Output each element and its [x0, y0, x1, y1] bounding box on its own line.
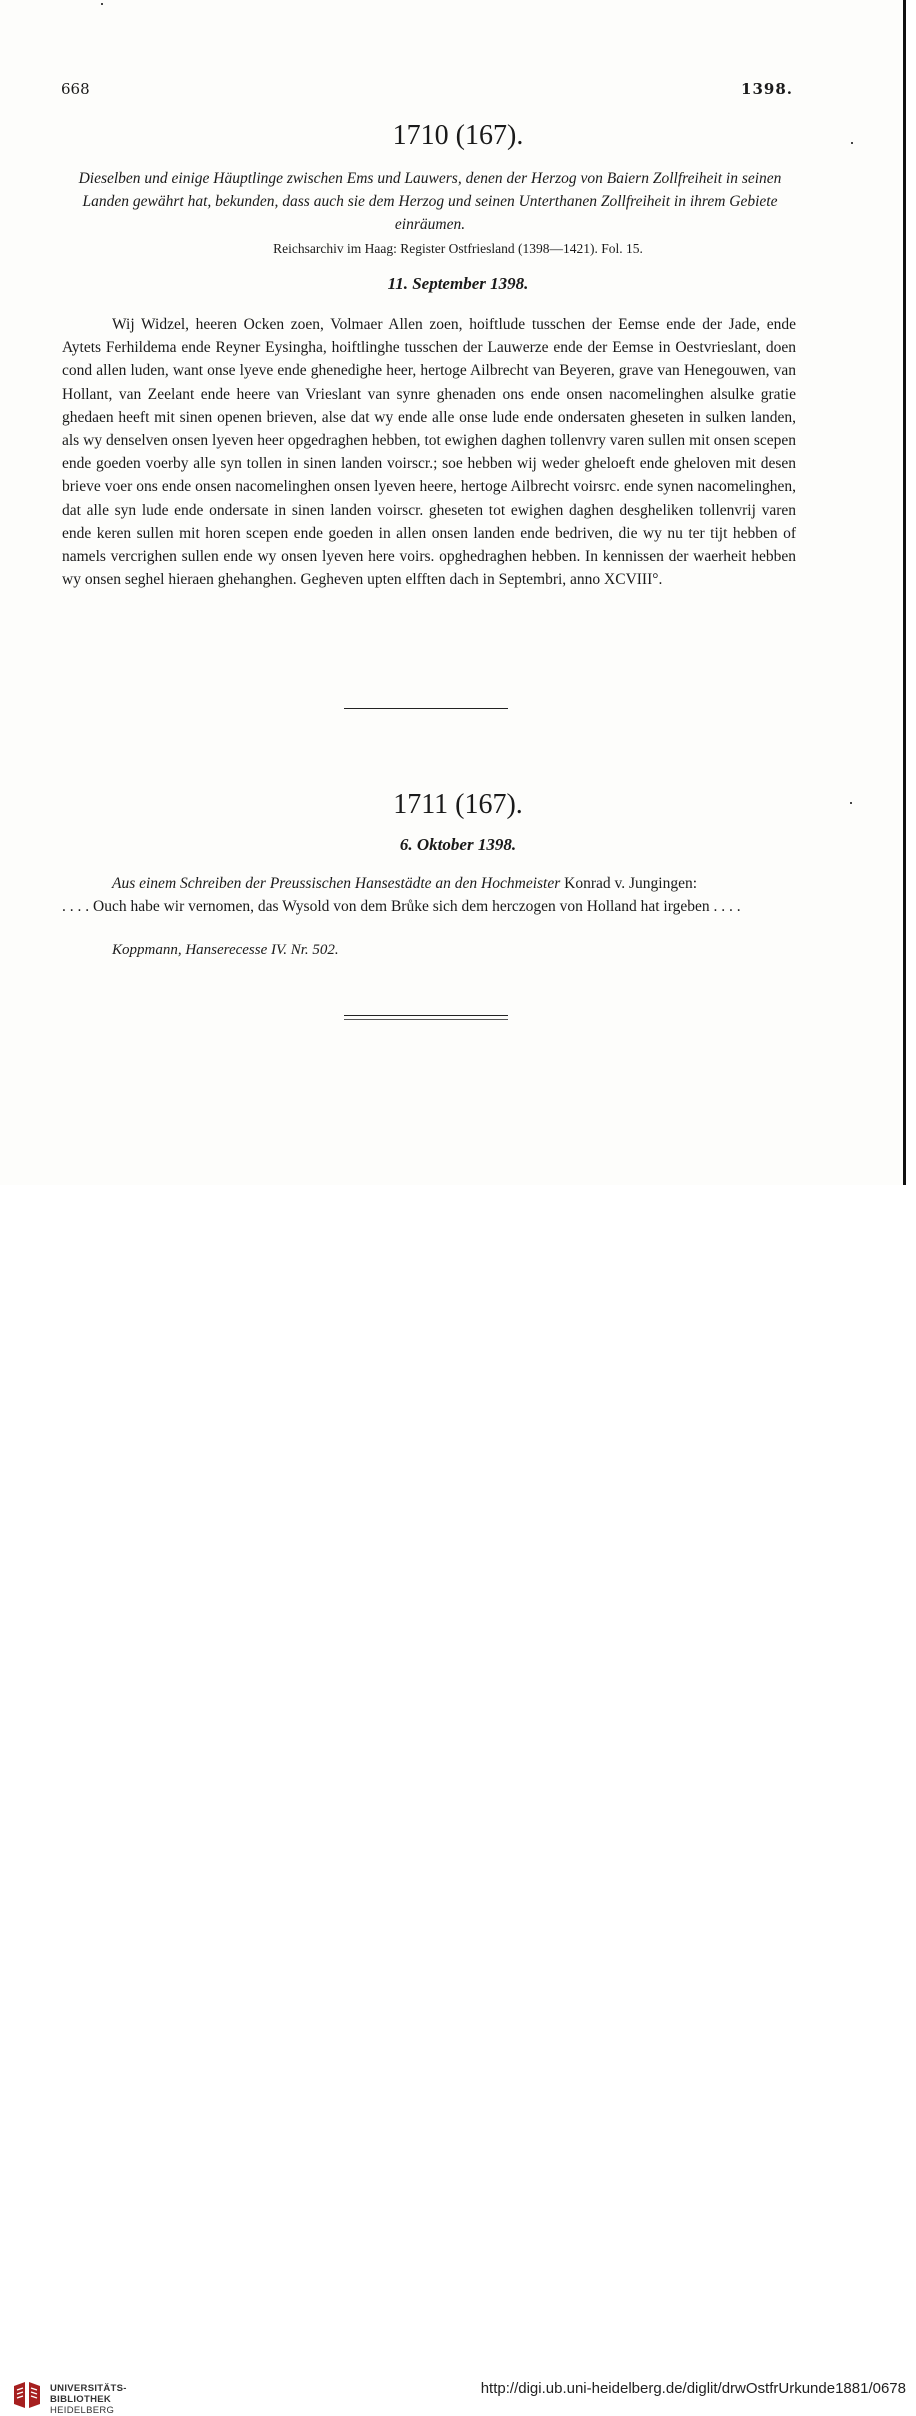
excerpt-recipient: Konrad v. Jungingen: — [564, 875, 698, 892]
entry-1711-title: 1711 (167). — [393, 789, 523, 820]
library-footer — [0, 1185, 916, 2416]
section-divider — [344, 1015, 508, 1016]
entry-1710-date: 11. September 1398. — [387, 274, 529, 293]
entry-1710-source: Reichsarchiv im Haag: Register Ostfriesland (1398—1421). Fol. 15. — [273, 241, 643, 256]
excerpt-source-description: Aus einem Schreiben der Preussischen Hansestädte an den Hochmeister — [112, 875, 561, 892]
section-divider — [344, 708, 508, 709]
entry-1711-citation: Koppmann, Hanserecesse IV. Nr. 502. — [112, 942, 339, 958]
library-name-line3: HEIDELBERG — [50, 2405, 115, 2416]
section-divider — [344, 1019, 508, 1020]
page-number: 668 — [61, 80, 90, 98]
library-name-line2: BIBLIOTHEK — [50, 2394, 112, 2405]
entry-1710-title: 1710 (167). — [392, 120, 524, 151]
library-name — [50, 2383, 127, 2416]
scan-speck — [101, 3, 103, 5]
entry-1711-quote: . . . . Ouch habe wir vernomen, das Wysold von dem Brůke sich dem herczogen von Holland hat irgeben . . . . — [62, 898, 741, 915]
permalink-url[interactable]: http://digi.ub.uni-heidelberg.de/diglit/drwOstfrUrkunde1881/0678 — [480, 2380, 906, 2397]
entry-1711-excerpt — [62, 872, 796, 895]
library-name-line1: UNIVERSITÄTS- — [50, 2383, 127, 2394]
running-year: 1398. — [741, 80, 793, 98]
library-logo-icon — [10, 2378, 44, 2412]
entry-1711-date: 6. Oktober 1398. — [399, 835, 517, 854]
entry-1710-text: Wij Widzel, heeren Ocken zoen, Volmaer Allen zoen, hoiftlude tusschen der Eemse ende der Jade, ende Aytets Ferhildema ende Reyner Eysingha, hoiftlinghe tusschen der Lauwerze ende der Eemse in Oestvrieslant, doen cond allen luden, want onse lyeve ende ghenedighe heer, hertoge Ailbrecht van Beyeren, grave van Henegouwen, van Hollant, van Zeelant ende heere van Vrieslant van synre ghenaden ons ende onsen nacomelinghen alsulke gratie ghedaen heeft mit sinen openen brieven, alse dat wy ende alle onse lude ende ondersaten gheseten in sulken landen, als wy denselven onsen lyeven heer opgedraghen hebben, tot ewighen daghen tollenvry varen sullen mit onsen scepen ende goeden voerby alle syn tollen in sinen landen voirscr.; soe hebben wij weder gheloeft ende gheloven mit desen brieve voer ons ende onsen nacomelinghen onsen lyeven heere, hertoge Ailbrecht voirsrc. ende synen nacomelinghen, dat alle syn lude ende ondersate in sinen landen voirscr. gheseten tot ewighen daghen desgheliken tollenvrij varen ende keren sullen mit horen scepen ende goeden in allen onsen landen ende bedriven, die wy nu ter tijt hebben of namels vercrighen sullen ende wy onsen lyeven here voirs. opghedraghen hebben. In kennissen der waerheit hebben wy onsen seghel hieraen ghehanghen. Gegheven upten elfften dach in Septembri, anno XCVIII°. — [62, 316, 796, 589]
scanned-page — [0, 0, 906, 1185]
entry-1710-regest: Dieselben und einige Häuptlinge zwischen Ems und Lauwers, denen der Herzog von Baiern Zollfreiheit in seinen Landen gewährt hat, bekunden, dass auch sie dem Herzog und seinen Unterthanen Zollfreiheit in ihrem Gebiete einräumen. — [78, 170, 782, 233]
